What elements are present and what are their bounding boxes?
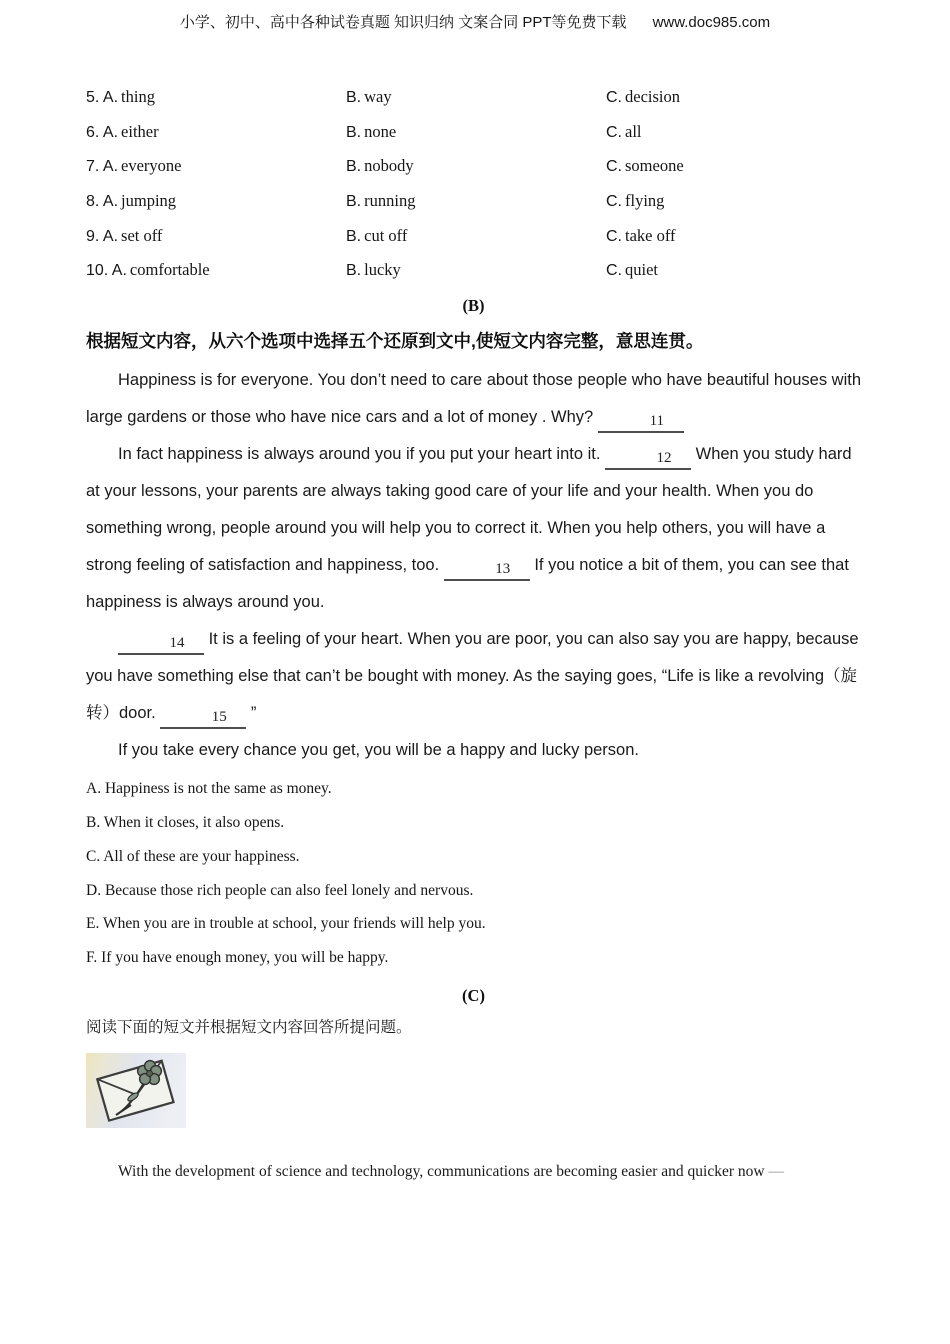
option-b: B. When it closes, it also opens. — [86, 813, 285, 831]
envelope-flower-icon — [86, 1053, 186, 1128]
passage-text: When you study hard at your lessons, your parents are always taking good care of your life and your health. When you do something wrong, people around you will help you to correct it. When you help others, you will have a strong feeling of satisfaction and happiness, too. — [86, 445, 852, 575]
mcq-option-c: C. someone — [606, 156, 684, 176]
mcq-option-b: B. running — [346, 191, 416, 211]
mcq-option-c: C. quiet — [606, 260, 658, 280]
mcq-option-b: B. cut off — [346, 225, 408, 245]
mcq-option-a: 7. A. everyone — [86, 156, 182, 176]
mcq-options-block — [86, 80, 861, 288]
option-d: D. Because those rich people can also feel lonely and nervous. — [86, 881, 474, 899]
section-c-instruction: 阅读下面的短文并根据短文内容回答所提问题。 — [86, 1018, 412, 1036]
passage-text: ” — [246, 704, 257, 723]
mcq-option-a: 9. A. set off — [86, 225, 163, 245]
passage-paragraph-2 — [86, 436, 861, 621]
section-c-paragraph: With the development of science and technology, communications are becoming easier and quicker now — — [118, 1162, 784, 1180]
mcq-option-c: C. all — [606, 121, 642, 141]
passage-text: In fact happiness is always around you if you put your heart into it. — [118, 445, 606, 464]
passage-text: If you notice a bit of them, you can see that happiness is always around you. — [86, 556, 849, 612]
option-e: E. When you are in trouble at school, your friends will help you. — [86, 915, 486, 933]
mcq-option-c: C. flying — [606, 191, 665, 211]
passage-text: Happiness is for everyone. You don’t need to care about those people who have beautiful houses with large gardens or those who have nice cars and a lot of money . Why? — [86, 371, 862, 427]
mcq-row-10 — [86, 253, 861, 288]
mcq-option-c: C. take off — [606, 225, 676, 245]
trailing-dash: — — [768, 1162, 784, 1180]
mcq-row-7 — [86, 149, 861, 184]
blank-13: 13 — [444, 562, 530, 581]
mcq-row-6 — [86, 115, 861, 150]
blank-15: 15 — [160, 710, 246, 729]
mcq-row-5 — [86, 80, 861, 115]
mcq-option-a: 8. A. jumping — [86, 191, 177, 211]
blank-11: 11 — [598, 414, 684, 433]
mcq-option-c: C. decision — [606, 87, 680, 106]
section-b-instruction: 根据短文内容，从六个选项中选择五个还原到文中,使短文内容完整，意思连贯。 — [86, 331, 704, 352]
mcq-option-a: 10. A. comfortable — [86, 260, 210, 280]
mcq-row-9 — [86, 219, 861, 254]
passage-text: It is a feeling of your heart. When you are poor, you can also say you are happy, because you have something else that can’t be bought with money. As the saying goes, “Life is like a revolving（旋转）door. — [86, 630, 859, 723]
option-c: C. All of these are your happiness. — [86, 847, 300, 865]
section-b-title: (B) — [462, 296, 485, 316]
mcq-option-b: B. none — [346, 121, 397, 141]
passage-paragraph-4: If you take every chance you get, you will be a happy and lucky person. — [118, 741, 639, 760]
option-f: F. If you have enough money, you will be happy. — [86, 949, 389, 967]
blank-12: 12 — [605, 451, 691, 470]
mcq-option-a: 6. A. either — [86, 121, 159, 141]
page-header — [0, 13, 950, 33]
mcq-row-8 — [86, 184, 861, 219]
passage-paragraph-3 — [86, 621, 861, 732]
envelope-with-flower-image — [86, 1053, 186, 1128]
section-c-title: (C) — [462, 985, 485, 1005]
mcq-option-a: 5. A. thing — [86, 87, 155, 106]
site-link[interactable]: www.doc985.com — [652, 14, 771, 31]
blank-14: 14 — [118, 636, 204, 655]
header-tagline: 小学、初中、高中各种试卷真题 知识归纳 文案合同 PPT等免费下载 — [179, 14, 627, 31]
options-list — [86, 772, 861, 975]
mcq-option-b: B. lucky — [346, 260, 401, 280]
option-a: A. Happiness is not the same as money. — [86, 780, 332, 798]
mcq-option-b: B. nobody — [346, 156, 414, 176]
passage-paragraph-1 — [86, 362, 861, 436]
mcq-option-b: B. way — [346, 87, 392, 106]
